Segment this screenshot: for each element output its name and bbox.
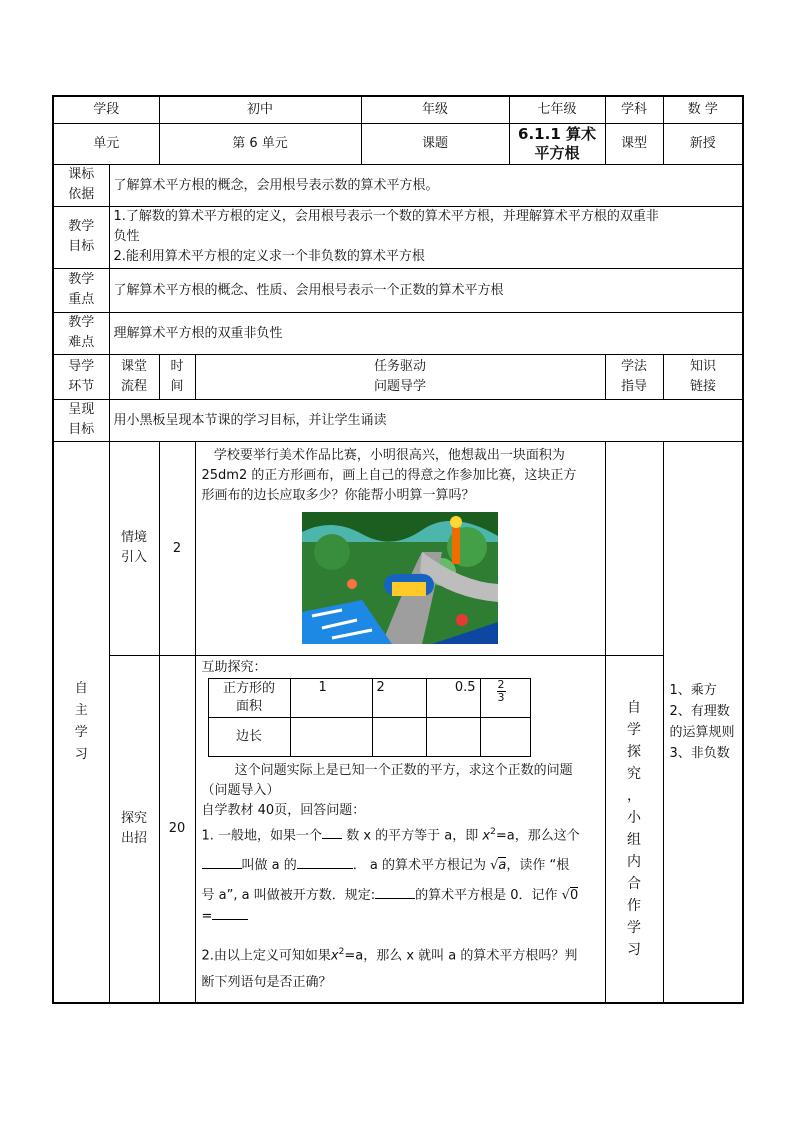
header-knowledge: 知识 链接: [663, 354, 743, 399]
label-explore: 探究 出招: [109, 655, 159, 1003]
cell-area-label: 正方形的 面积: [208, 678, 290, 717]
square-table: [208, 678, 531, 757]
sqrt-zero-symbol: √0: [561, 887, 579, 903]
value-type: 新授: [663, 123, 743, 164]
label-present: 呈现 目标: [53, 399, 109, 441]
cell-empty: [480, 717, 530, 756]
knowledge-links: [663, 441, 743, 1003]
value-unit: 第 6 单元: [159, 123, 361, 164]
header-task: 任务驱动 问题导学: [195, 354, 605, 399]
standard-text: 了解算术平方根的概念，会用根号表示数的算术平方根。: [109, 164, 743, 206]
label-topic: 课题: [361, 123, 509, 164]
time-situation: 2: [159, 441, 195, 655]
explore-title: 互助探究：: [201, 659, 267, 675]
cell-v4: $\frac{2}{3}$: [480, 678, 530, 717]
label-situation: 情境 引入: [109, 441, 159, 655]
method-text: 自 学 探 究 ， 小 组 内 合 作 学 习: [605, 655, 663, 1003]
cell-v3: 0.5: [426, 678, 480, 717]
label-goals: 教学 目标: [53, 206, 109, 268]
header-method: 学法 指导: [605, 354, 663, 399]
knowledge-item: 2、有理数的运算规则: [669, 703, 735, 740]
knowledge-item: 1、乘方: [669, 682, 717, 698]
cell-empty: [290, 717, 372, 756]
self-study-label: 自 主 学 习: [53, 441, 109, 1003]
value-subject: 数 学: [663, 96, 743, 123]
label-standard: 课标 依据: [53, 164, 109, 206]
label-type: 课型: [605, 123, 663, 164]
header-flow: 课堂 流程: [109, 354, 159, 399]
cell-side-label: 边长: [208, 717, 290, 756]
method-cell-top: [605, 441, 663, 655]
lesson-plan-table: [52, 95, 744, 1004]
label-subject: 学科: [605, 96, 663, 123]
art-painting-image: [302, 512, 498, 644]
difficulty-text: 理解算术平方根的双重非负性: [109, 312, 743, 354]
goals-text: 1.了解数的算术平方根的定义，会用根号表示一个数的算术平方根，并理解算术平方根的双重非 负性 2.能利用算术平方根的定义求一个非负数的算术平方根: [109, 206, 743, 268]
label-difficulty: 教学 难点: [53, 312, 109, 354]
cell-empty: [426, 717, 480, 756]
key-text: 了解算术平方根的概念、性质、会用根号表示一个正数的算术平方根: [109, 268, 743, 312]
knowledge-item: 3、非负数: [669, 745, 730, 761]
label-unit: 单元: [53, 123, 159, 164]
value-stage: 初中: [159, 96, 361, 123]
label-key: 教学 重点: [53, 268, 109, 312]
present-text: 用小黑板呈现本节课的学习目标，并让学生诵读: [109, 399, 743, 441]
lesson-plan: [52, 95, 742, 1004]
situation-task: 学校要举行美术作品比赛，小明很高兴，他想裁出一块面积为 25dm2 的正方形画布，画上自己的得意之作参加比赛，这块正方 形画布的边长应取多少？你能帮小明算一算吗？: [195, 441, 605, 655]
sqrt-a-symbol: √a: [490, 857, 507, 873]
time-explore: 20: [159, 655, 195, 1003]
cell-v2: 2: [372, 678, 426, 717]
cell-empty: [372, 717, 426, 756]
value-grade: 七年级: [509, 96, 605, 123]
cell-v1: 1: [290, 678, 372, 717]
value-topic: 6.1.1 算术平方根: [509, 123, 605, 164]
header-time: 时 间: [159, 354, 195, 399]
label-grade: 年级: [361, 96, 509, 123]
header-phase: 导学 环节: [53, 354, 109, 399]
label-stage: 学段: [53, 96, 159, 123]
explore-task: 互助探究： 正方形的 面积 1 2 0.5 $\frac{2}{3}$ 边长 这个问题实际上是已知一个正数的平方，求这个正数的问题 （问题导入） 自学教材 40页，回答问题： 1. 一般地，如果一个 数 x 的平方等于 a，即 $x^2=a$，那么这个 叫做 a 的 ． a 的算术平方根记为 √a，读作 “根 号 a”, a 叫做被开方数．规定: 的算术平方根是 0．记作 √0 = 2.由以上定义可知如果$x^2=a$，那么 x 就叫 a 的算术平方根吗？判 断下列语句是否正确？: [195, 655, 605, 1003]
